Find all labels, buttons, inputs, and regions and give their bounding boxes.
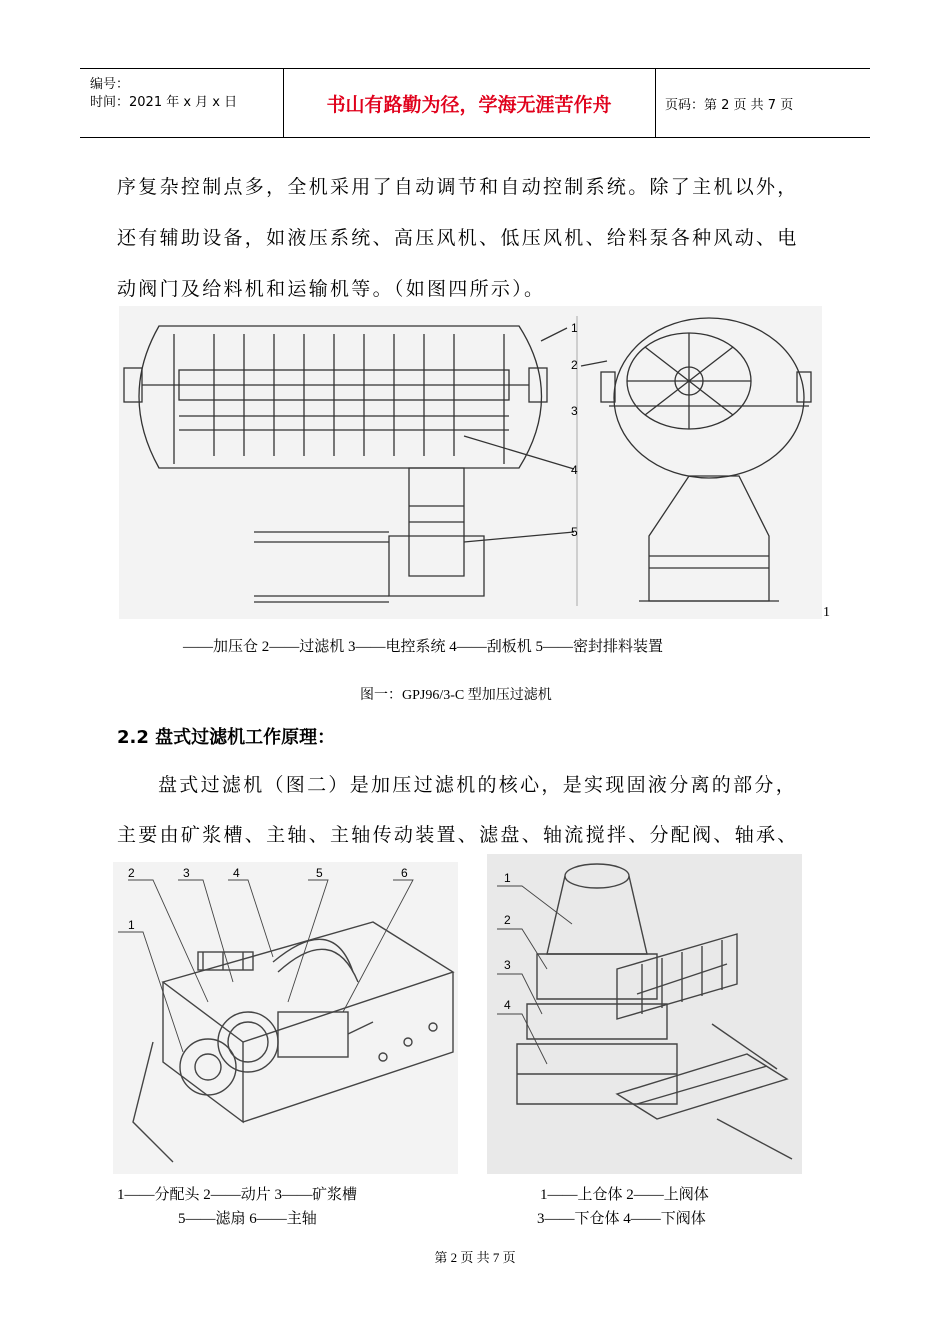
number-label: 编号： [90, 77, 130, 92]
fig3-label-1: 1 [504, 871, 511, 885]
pressure-filter-svg [119, 306, 822, 619]
disc-filter-drawing [113, 862, 458, 1174]
header-motto-cell [283, 69, 656, 137]
fig2-legend-line-1: 1——分配头 2——动片 3——矿浆槽 [117, 1187, 358, 1203]
fig3-label-4: 4 [504, 998, 511, 1012]
motto: 书山有路勤为径，学海无涯苦作舟 [326, 93, 612, 116]
body-line-2: 还有辅助设备，如液压系统、高压风机、低压风机、给料泵各种风动、电 [117, 227, 799, 249]
fig3-legend-line-2: 3——下仓体 4——下阀体 [537, 1211, 706, 1227]
body-line-3: 动阀门及给料机和运输机等。（如图四所示）。 [117, 278, 546, 300]
body-line-1: 序复杂控制点多，全机采用了自动调节和自动控制系统。除了主机以外， [117, 176, 799, 198]
header-meta-cell [80, 69, 284, 137]
fig2-label-5: 5 [316, 866, 323, 880]
valve-body-svg [487, 854, 802, 1174]
fig1-label-4: 4 [571, 463, 578, 477]
section-heading: 2.2 盘式过滤机工作原理： [117, 727, 336, 748]
fig1-label-2: 2 [571, 358, 578, 372]
fig1-label-5: 5 [571, 525, 578, 539]
valve-body-drawing [487, 854, 802, 1174]
fig1-label-1: 1 [571, 321, 578, 335]
fig1-legend: ——加压仓 2——过滤机 3——电控系统 4——刮板机 5——密封排料装置 [183, 639, 664, 655]
page-footer: 第 2 页 共 7 页 [434, 1250, 516, 1265]
fig2-label-3: 3 [183, 866, 190, 880]
header-page-cell [665, 69, 870, 137]
fig2-label-6: 6 [401, 866, 408, 880]
section-line-2: 主要由矿浆槽、主轴、主轴传动装置、滤盘、轴流搅拌、分配阀、轴承、 [117, 824, 799, 846]
document-header [80, 68, 870, 138]
fig2-label-2: 2 [128, 866, 135, 880]
pressure-filter-drawing [119, 306, 822, 619]
fig1-stray-number: 1 [823, 605, 830, 620]
time-label: 时间：2021 年 x 月 x 日 [90, 95, 238, 110]
fig2-label-1: 1 [128, 918, 135, 932]
fig3-label-3: 3 [504, 958, 511, 972]
page-label: 页码：第 2 页 共 7 页 [665, 97, 794, 113]
section-line-1: 盘式过滤机（图二）是加压过滤机的核心，是实现固液分离的部分， [158, 774, 798, 796]
fig1-caption: 图一：GPJ96/3-C 型加压过滤机 [360, 688, 552, 703]
fig3-legend-line-1: 1——上仓体 2——上阀体 [540, 1187, 709, 1203]
fig2-label-4: 4 [233, 866, 240, 880]
fig1-label-3: 3 [571, 404, 578, 418]
fig3-label-2: 2 [504, 913, 511, 927]
disc-filter-svg [113, 862, 458, 1174]
fig2-legend-line-2: 5——滤扇 6——主轴 [178, 1211, 317, 1227]
